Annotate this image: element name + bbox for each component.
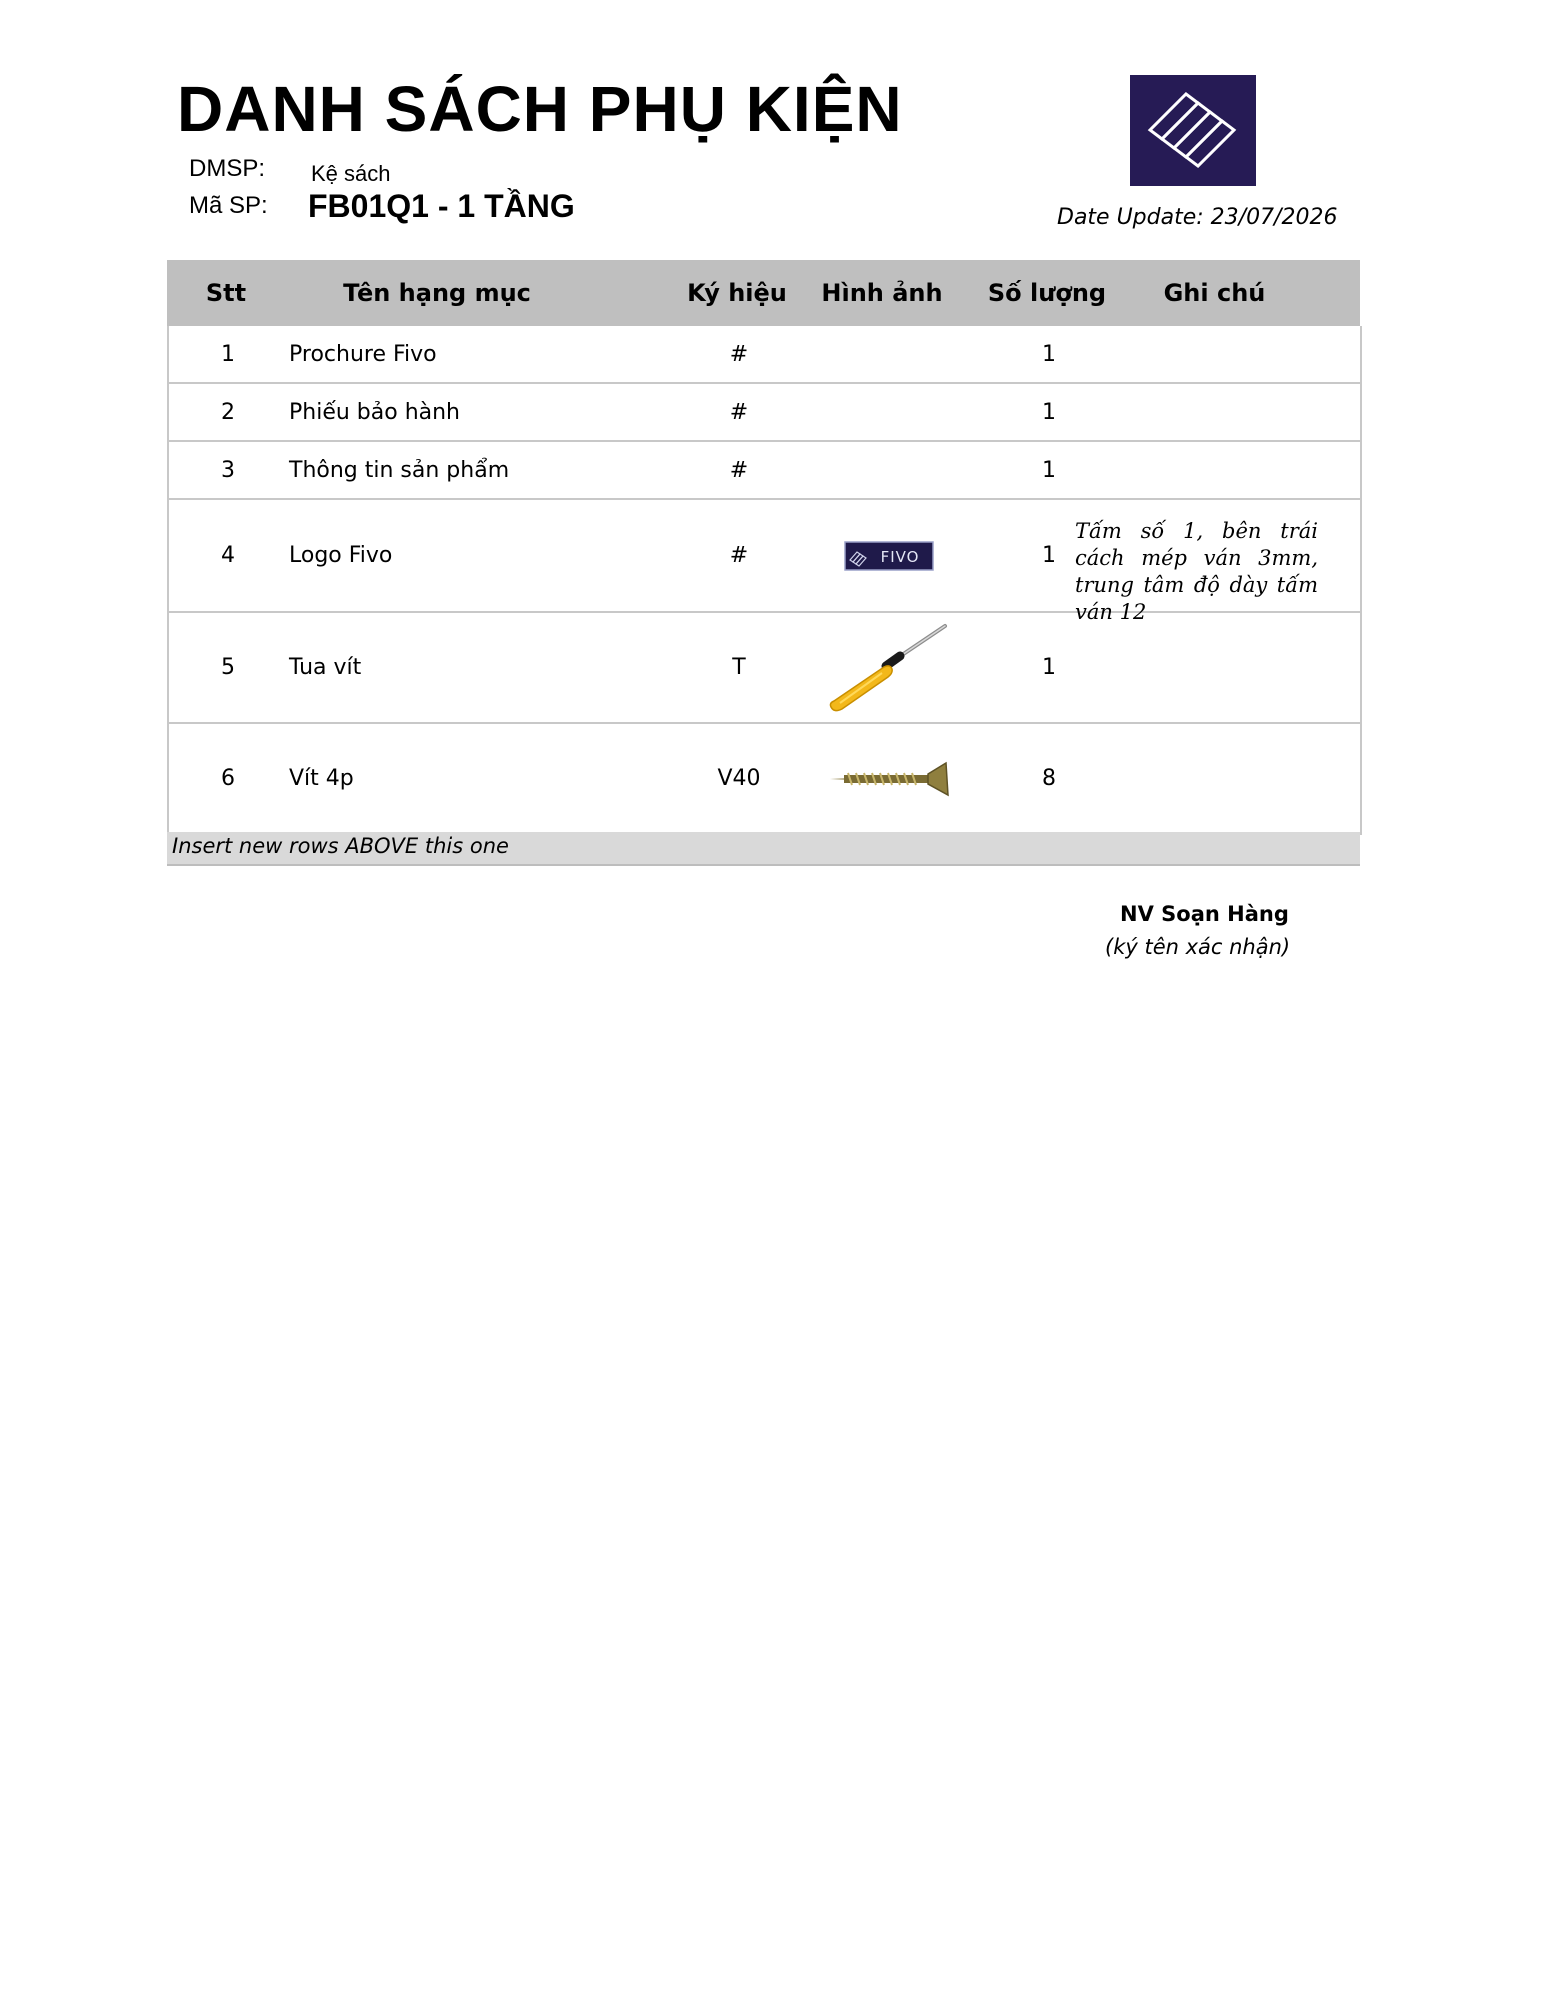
signature-title: NV Soạn Hàng	[1120, 902, 1289, 926]
document-title: DANH SÁCH PHỤ KIỆN	[177, 73, 903, 145]
header-quantity: Số lượng	[987, 279, 1107, 307]
row-symbol: #	[729, 457, 749, 483]
header-name: Tên hạng mục	[343, 279, 531, 307]
fivo-logo-plate-icon	[844, 541, 934, 571]
row-stt: 1	[221, 341, 235, 367]
row-image	[809, 500, 969, 611]
dmsp-label: DMSP:	[189, 155, 266, 182]
row-symbol: #	[729, 399, 749, 425]
signature-subtitle: (ký tên xác nhận)	[1105, 935, 1291, 959]
header-stt: Stt	[205, 279, 247, 307]
table-row	[169, 384, 1360, 442]
row-quantity: 8	[1042, 766, 1056, 791]
row-quantity: 1	[1042, 543, 1056, 568]
row-symbol: V40	[717, 766, 761, 791]
row-symbol: #	[729, 341, 749, 367]
row-stt: 6	[221, 766, 235, 791]
row-name: Tua vít	[289, 655, 362, 680]
row-symbol: T	[732, 655, 746, 680]
row-name: Logo Fivo	[289, 543, 393, 568]
header-image: Hình ảnh	[821, 279, 943, 307]
row-name: Thông tin sản phẩm	[289, 457, 510, 483]
wood-screw-icon	[824, 759, 954, 799]
fivo-logo-plate-text: FIVO	[880, 547, 920, 566]
date-update: Date Update: 23/07/2026	[1057, 205, 1338, 230]
row-stt: 3	[221, 457, 235, 483]
masp-label: Mã SP:	[189, 192, 268, 219]
row-quantity: 1	[1042, 457, 1056, 483]
header-symbol: Ký hiệu	[687, 279, 787, 307]
table-body	[167, 326, 1362, 835]
table-row	[169, 442, 1360, 500]
row-stt: 5	[221, 655, 235, 680]
table-header	[167, 260, 1360, 326]
row-symbol: #	[729, 543, 749, 568]
row-name: Vít 4p	[289, 766, 354, 791]
row-stt: 4	[221, 543, 235, 568]
row-name: Phiếu bảo hành	[289, 399, 461, 425]
screwdriver-icon	[824, 623, 954, 713]
table-row	[169, 326, 1360, 384]
header-note: Ghi chú	[1163, 279, 1266, 307]
row-quantity: 1	[1042, 655, 1056, 680]
row-note: Tấm số 1, bên trái cách mép ván 3mm, trung tâm độ dày tấm ván 12	[1075, 519, 1318, 624]
row-quantity: 1	[1042, 341, 1056, 367]
row-stt: 2	[221, 399, 235, 425]
row-image	[809, 613, 969, 722]
table-row	[169, 613, 1360, 724]
dmsp-value: Kệ sách	[311, 161, 391, 186]
row-name: Prochure Fivo	[289, 341, 437, 367]
row-image	[809, 724, 969, 833]
table-row	[169, 724, 1360, 835]
logo-stripes-icon	[1130, 75, 1256, 186]
insert-rows-note	[167, 832, 1360, 866]
table-row	[169, 500, 1360, 624]
insert-rows-note-text: Insert new rows ABOVE this one	[172, 834, 509, 858]
masp-value: FB01Q1 - 1 TẦNG	[308, 188, 575, 224]
company-logo	[1130, 75, 1256, 186]
row-quantity: 1	[1042, 399, 1056, 425]
